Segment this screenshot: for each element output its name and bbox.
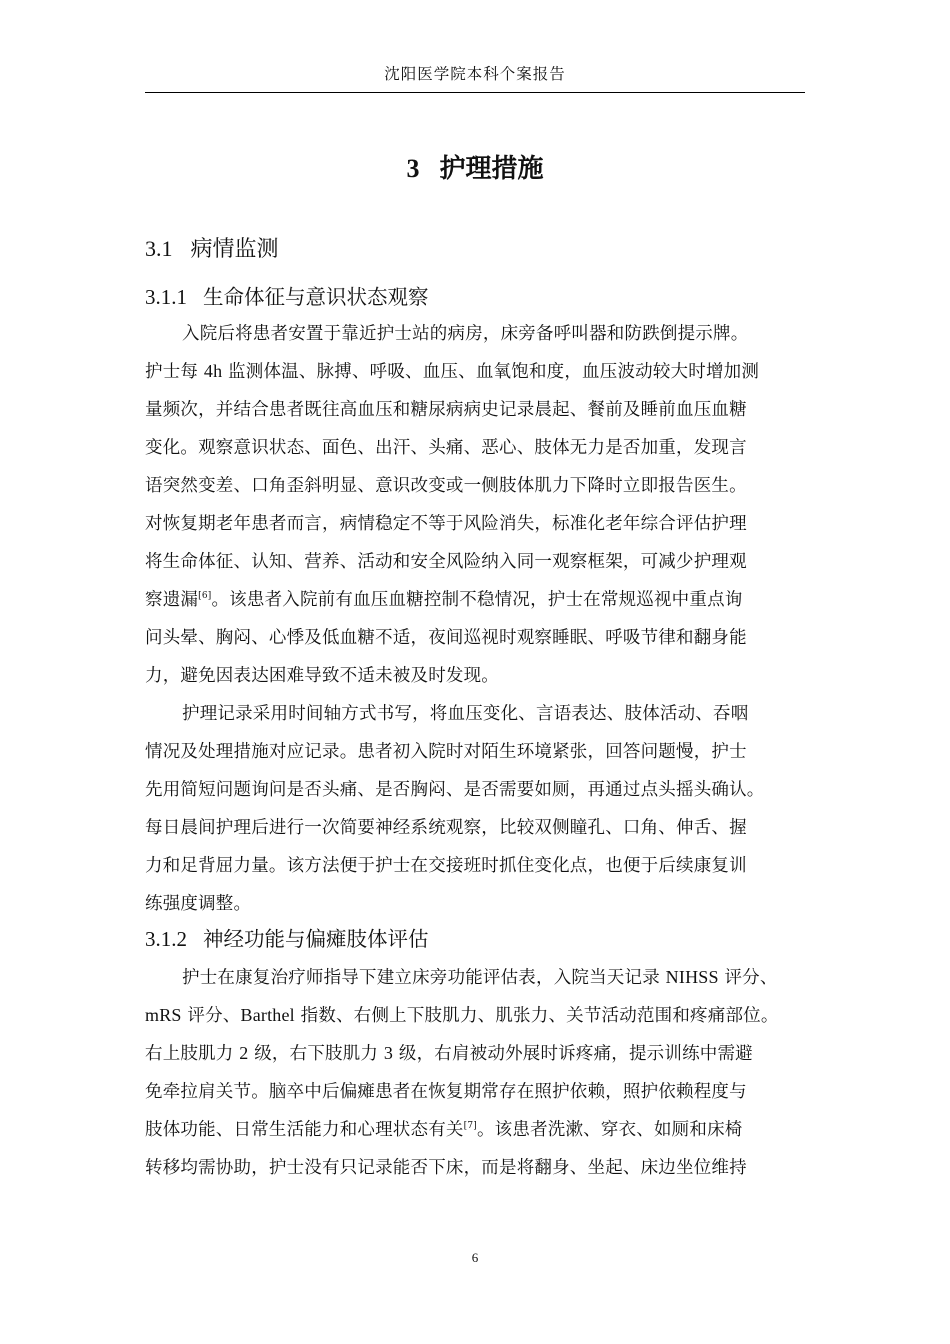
paragraph-line: 护理记录采用时间轴方式书写，将血压变化、言语表达、肢体活动、吞咽 xyxy=(182,704,749,724)
paragraph-line: 力，避免因表达困难导致不适未被及时发现。 xyxy=(145,666,499,686)
subsection-heading xyxy=(145,922,429,952)
paragraph-line: 入院后将患者安置于靠近护士站的病房，床旁备呼叫器和防跌倒提示牌。 xyxy=(182,324,749,344)
paragraph-line: 力和足背屈力量。该方法便于护士在交接班时抓住变化点，也便于后续康复训 xyxy=(145,856,747,876)
paragraph-line: 语突然变差、口角歪斜明显、意识改变或一侧肢体肌力下降时立即报告医生。 xyxy=(145,476,747,496)
text-run: 评分、 xyxy=(718,968,778,988)
text-run: 监测体温、脉搏、呼吸、血压、血氧饱和度，血压波动较大时增加测 xyxy=(222,362,760,382)
text-run: 察遗漏 xyxy=(145,590,199,610)
text-run: 评分、 xyxy=(181,1006,241,1026)
text-run: 指数、右侧上下肢肌力、肌张力、关节活动范围和疼痛部位。 xyxy=(294,1006,779,1026)
paragraph-line: 将生命体征、认知、营养、活动和安全风险纳入同一观察框架，可减少护理观 xyxy=(145,552,747,572)
page-number: 6 xyxy=(471,1250,479,1265)
section-heading xyxy=(145,232,279,263)
paragraph-line: 问头晕、胸闷、心悸及低血糖不适，夜间巡视时观察睡眠、呼吸节律和翻身能 xyxy=(145,628,747,648)
paragraph-line: 变化。观察意识状态、面色、出汗、头痛、恶心、肢体无力是否加重，发现言 xyxy=(145,438,747,458)
section-title: 病情监测 xyxy=(190,237,279,262)
paragraph-line xyxy=(145,358,759,383)
paragraph-line: 情况及处理措施对应记录。患者初入院时对陌生环境紧张，回答问题慢，护士 xyxy=(145,742,747,762)
subsection-number: 3.1.1 xyxy=(145,285,187,309)
text-run: 3 xyxy=(383,1043,394,1063)
paragraph-line: 免牵拉肩关节。脑卒中后偏瘫患者在恢复期常存在照护依赖，照护依赖程度与 xyxy=(145,1082,747,1102)
chapter-number: 3 xyxy=(406,154,420,183)
paragraph-line xyxy=(145,1002,779,1027)
text-run: 。该患者入院前有血压血糖控制不稳情况，护士在常规巡视中重点询 xyxy=(211,590,743,610)
subsection-title: 生命体征与意识状态观察 xyxy=(203,285,429,309)
text-run: 护士每 xyxy=(145,362,204,382)
text-run: mRS xyxy=(145,1005,182,1025)
paragraph-line xyxy=(182,964,778,989)
paragraph-line: 练强度调整。 xyxy=(145,894,252,914)
text-run: 级，右肩被动外展时诉疼痛，提示训练中需避 xyxy=(393,1044,753,1064)
subsection-heading xyxy=(145,280,429,310)
text-run: 。该患者洗漱、穿衣、如厕和床椅 xyxy=(476,1120,743,1140)
subsection-title: 神经功能与偏瘫肢体评估 xyxy=(203,927,429,951)
citation-ref: [7] xyxy=(463,1121,477,1131)
text-run: 护士在康复治疗师指导下建立床旁功能评估表，入院当天记录 xyxy=(182,968,666,988)
text-run: 右上肢肌力 xyxy=(145,1044,240,1064)
paragraph-line xyxy=(145,1040,753,1065)
paragraph-line: 先用简短问题询问是否头痛、是否胸闷、是否需要如厕，再通过点头摇头确认。 xyxy=(145,780,765,800)
paragraph-line xyxy=(145,586,742,611)
running-header: 沈阳医学院本科个案报告 xyxy=(145,62,805,93)
paragraph-line: 每日晨间护理后进行一次简要神经系统观察，比较双侧瞳孔、口角、伸舌、握 xyxy=(145,818,747,838)
paragraph-line: 对恢复期老年患者而言，病情稳定不等于风险消失，标准化老年综合评估护理 xyxy=(145,514,747,534)
subsection-number: 3.1.2 xyxy=(145,927,187,951)
paragraph-line: 量频次，并结合患者既往高血压和糖尿病病史记录晨起、餐前及睡前血压血糖 xyxy=(145,400,747,420)
text-run: Barthel xyxy=(240,1005,295,1025)
text-run: NIHSS xyxy=(665,967,719,987)
text-run: 肢体功能、日常生活能力和心理状态有关 xyxy=(145,1120,464,1140)
text-run: 2 xyxy=(239,1043,249,1063)
citation-ref: [6] xyxy=(198,591,212,601)
paragraph-line: 转移均需协助，护士没有只记录能否下床，而是将翻身、坐起、床边坐位维持 xyxy=(145,1158,747,1178)
chapter-title: 护理措施 xyxy=(439,154,544,184)
paragraph-line xyxy=(145,1116,742,1141)
text-run: 级，右下肢肌力 xyxy=(248,1044,384,1064)
section-number: 3.1 xyxy=(145,236,173,261)
chapter-heading xyxy=(0,148,950,185)
text-run: 4h xyxy=(203,361,223,381)
